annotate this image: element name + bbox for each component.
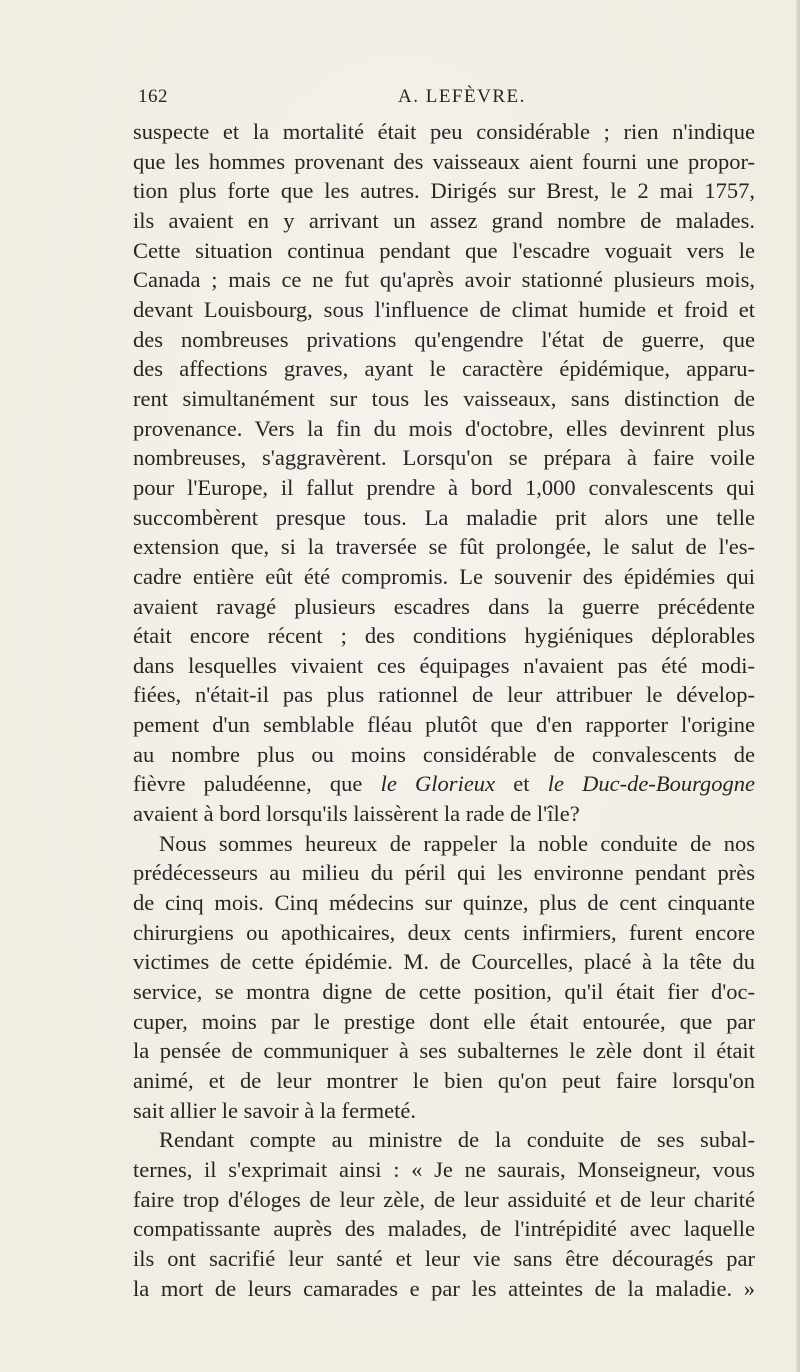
text-line: faire trop d'éloges de leur zèle, de leur assiduité et de leur charité	[133, 1186, 755, 1212]
text-line: extension que, si la traversée se fût prolongée, le salut de l'es-	[133, 534, 755, 560]
text-line: Canada ; mais ce ne fut qu'après avoir stationné plusieurs mois,	[133, 267, 755, 293]
text-line: provenance. Vers la fin du mois d'octobre, elles devinrent plus	[133, 415, 755, 441]
page-edge	[796, 0, 800, 1372]
text-line: rent simultanément sur tous les vaisseaux, sans distinction de	[133, 385, 755, 411]
text-line: tion plus forte que les autres. Dirigés sur Brest, le 2 mai 1757,	[133, 178, 755, 204]
text-line: animé, et de leur montrer le bien qu'on peut faire lorsqu'on	[133, 1068, 755, 1093]
text-line: ternes, il s'exprimait ainsi : « Je ne saurais, Monseigneur, vous	[133, 1156, 755, 1182]
text-line: Cette situation continua pendant que l'escadre voguait vers le	[133, 237, 755, 263]
text-line: suspecte et la mortalité était peu considérable ; rien n'indique	[133, 119, 755, 144]
text-span: fièvre paludéenne, que	[133, 771, 381, 797]
text-line: Rendant compte au ministre de la conduite de ses subal-	[159, 1127, 755, 1153]
body-text	[133, 117, 755, 1303]
text-line: sait allier le savoir à la fermeté.	[133, 1097, 416, 1123]
text-line: compatissante auprès des malades, de l'intrépidité avec laquelle	[133, 1216, 755, 1242]
page-header	[138, 86, 755, 112]
text-line: ils avaient en y arrivant un assez grand nombre de malades.	[133, 207, 755, 233]
text-line: ils ont sacrifié leur santé et leur vie sans être découragés par	[133, 1245, 755, 1271]
text-line	[133, 769, 755, 799]
text-line: cuper, moins par le prestige dont elle était entourée, que par	[133, 1008, 755, 1034]
text-line: victimes de cette épidémie. M. de Courcelles, placé à la tête du	[133, 949, 755, 975]
ship-name: le Duc-de-Bourgogne	[547, 771, 755, 797]
text-line: avaient ravagé plusieurs escadres dans la guerre précédente	[133, 593, 755, 619]
text-line: avaient à bord lorsqu'ils laissèrent la rade de l'île?	[133, 801, 580, 827]
text-line: dans lesquelles vivaient ces équipages n'avaient pas été modi-	[133, 652, 755, 678]
running-head: A. LEFÈVRE.	[398, 86, 526, 107]
text-line: cadre entière eût été compromis. Le souvenir des épidémies qui	[133, 563, 755, 589]
text-line: pour l'Europe, il fallut prendre à bord 1,000 convalescents qui	[133, 474, 755, 500]
text-line: la mort de leurs camarades e par les atteintes de la maladie. »	[133, 1275, 755, 1301]
text-line: nombreuses, s'aggravèrent. Lorsqu'on se prépara à faire voile	[133, 445, 755, 471]
ship-name: le Glorieux	[380, 771, 496, 797]
text-line: Nous sommes heureux de rappeler la noble conduite de nos	[159, 830, 755, 856]
text-line: succombèrent presque tous. La maladie prit alors une telle	[133, 504, 755, 530]
text-line: des nombreuses privations qu'engendre l'état de guerre, que	[133, 326, 755, 352]
text-line: était encore récent ; des conditions hygiéniques déplorables	[133, 623, 755, 649]
text-line: que les hommes provenant des vaisseaux aient fourni une propor-	[133, 148, 755, 174]
text-line: chirurgiens ou apothicaires, deux cents infirmiers, furent encore	[133, 919, 755, 945]
text-line: fiées, n'était-il pas plus rationnel de leur attribuer le dévelop-	[133, 682, 755, 708]
text-line: des affections graves, ayant le caractère épidémique, apparu-	[133, 356, 755, 382]
text-line: pement d'un semblable fléau plutôt que d'en rapporter l'origine	[133, 712, 755, 738]
text-span: et	[495, 771, 548, 797]
text-line: prédécesseurs au milieu du péril qui les environne pendant près	[133, 860, 755, 886]
text-line: la pensée de communiquer à ses subalternes le zèle dont il était	[133, 1038, 755, 1064]
text-line: devant Louisbourg, sous l'influence de climat humide et froid et	[133, 296, 755, 322]
text-line: au nombre plus ou moins considérable de convalescents de	[133, 741, 755, 767]
text-line: de cinq mois. Cinq médecins sur quinze, plus de cent cinquante	[133, 890, 755, 916]
page-number: 162	[138, 86, 168, 107]
text-line: service, se montra digne de cette position, qu'il était fier d'oc-	[133, 979, 755, 1005]
